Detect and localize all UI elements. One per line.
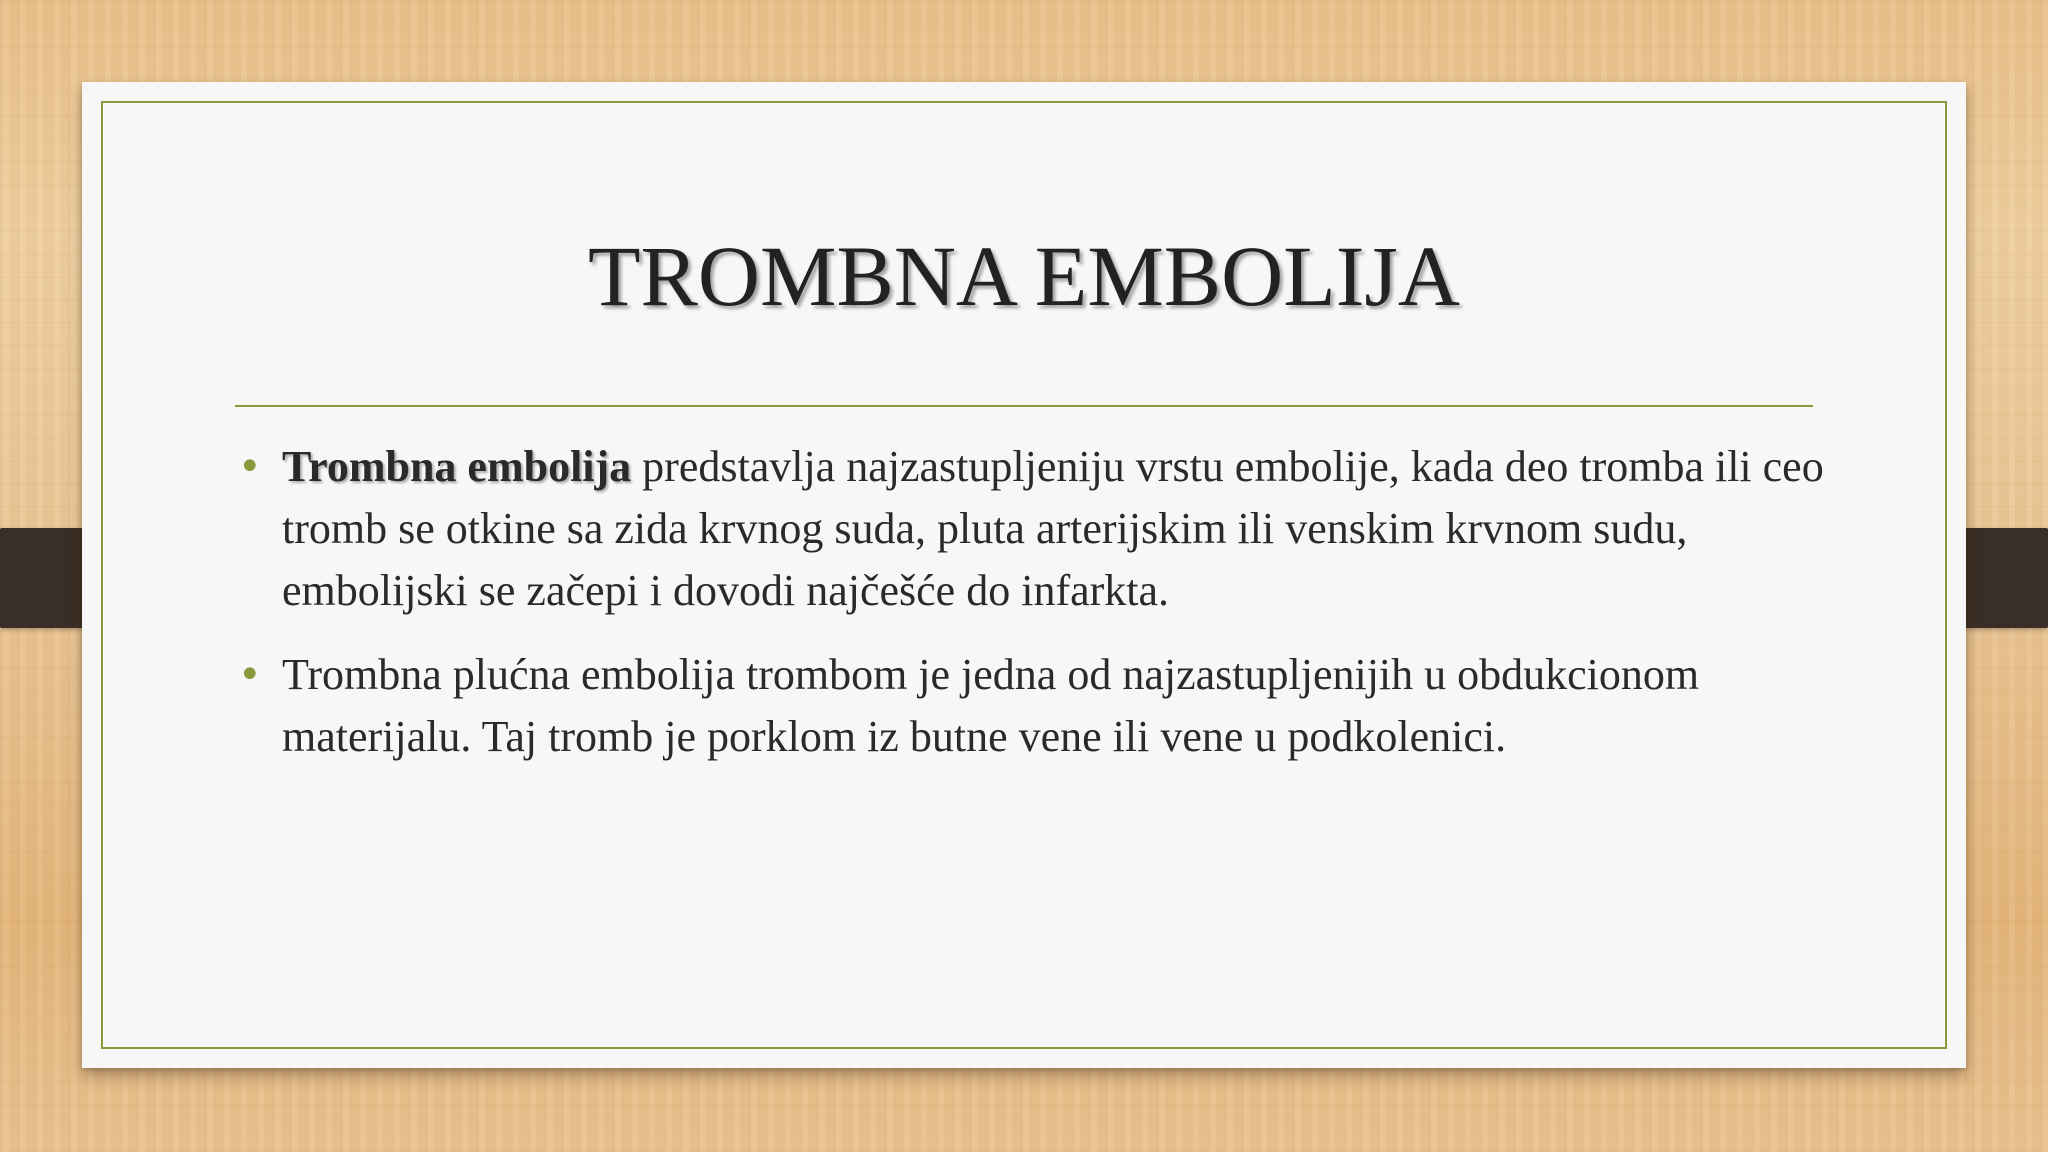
slide-title: TROMBNA EMBOLIJA — [587, 228, 1460, 324]
bullet-1-text: predstavlja najzastupljeniju vrstu embolije, kada deo tromba ili ceo tromb se otkine sa zida krvnog suda, pluta arterijskim ili venskim krvnom sudu, embolijski se začepi i dovodi najčešće do infarkta. — [282, 442, 1824, 615]
bullet-1-bold-term: Trombna embolija — [282, 442, 632, 491]
bullet-item-2 — [238, 644, 1842, 768]
bullet-2-text: Trombna plućna embolija trombom je jedna od najzastupljenijih u obdukcionom materijalu. Taj tromb je porklom iz butne vene ili vene u podkolenici. — [282, 650, 1700, 761]
bullet-list — [238, 436, 1842, 790]
slide-card — [82, 82, 1966, 1068]
bullet-item-1 — [238, 436, 1842, 622]
title-divider — [235, 405, 1813, 407]
bullet-dot-icon: • — [238, 444, 262, 490]
bullet-dot-icon: • — [238, 652, 262, 698]
